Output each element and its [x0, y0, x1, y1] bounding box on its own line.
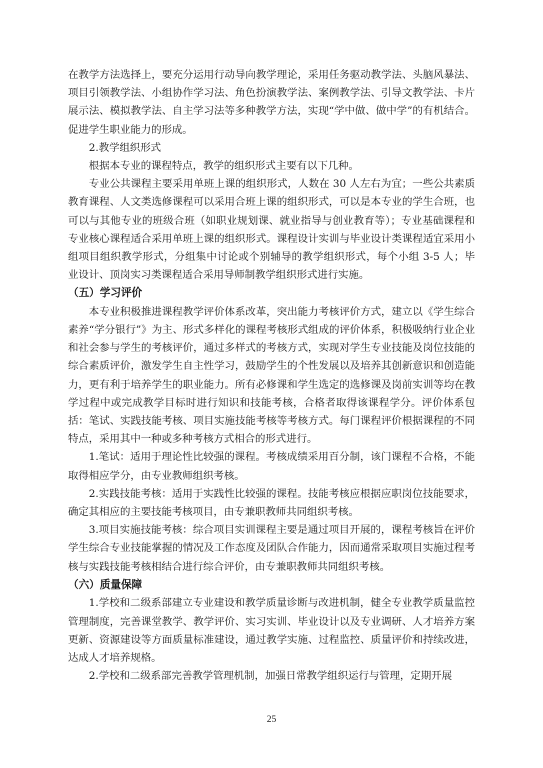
paragraph-evaluation-system: 本专业积极推进课程教学评价体系改革，突出能力考核评价方式，建立以《学生综合素养“学分银行”》为主、形式多样化的课程考核形式组成的评价体系，积极吸纳行业企业和社会参与学生的考核评价，通过多样式的考核方式，实现对学生专业技能及岗位技能的综合素质评价，激发学生自主性学习，鼓励学生的个性发展以及培养其创新意识和创造能力，更有利于培养学生的职业能力。所有必修课和学生选定的选修课及岗前实训等均在教学过程中或完成教学目标时进行知识和技能考核，合格者取得该课程学分。评价体系包括：笔试、实践技能考核、项目实施技能考核等考核方式。每门课程评价根据课程的不同特点，采用其中一种或多种考核方式相合的形式进行。 [68, 305, 475, 446]
paragraph-teaching-management: 2.学校和二级系部完善教学管理机制，加强日常教学组织运行与管理，定期开展 [88, 670, 452, 683]
page-number: 25 [266, 715, 277, 725]
section-heading-learning-evaluation: （五）学习评价 [68, 287, 143, 300]
paragraph-organization-forms: 专业公共课程主要采用单班上课的组织形式，人数在 30 人左右为宜；一些公共素质教育课程、人文类选修课程可以采用合班上课的组织形式，可以是本专业的学生合班，也可以与其他专业的班级合班（如职业规划课、就业指导与创业教育等）；专业基础课程和专业核心课程适合采用单班上课的组织形式。课程设计实训与毕业设计类课程适宜采用小组项目组织教学形式，分组集中讨论或个别辅导的教学组织形式，每个小组 3-5 人；毕业设计、顶岗实习类课程适合采用导师制教学组织形式进行实施。 [68, 178, 475, 282]
paragraph-written-exam: 1.笔试：适用于理论性比较强的课程。考核成绩采用百分制，该门课程不合格，不能取得相应学分，由专业教师组织考核。 [68, 451, 475, 482]
paragraph-quality-mechanism: 1.学校和二级系部建立专业建设和教学质量诊断与改进机制，健全专业教学质量监控管理制度，完善课堂教学、教学评价、实习实训、毕业设计以及专业调研、人才培养方案更新、资源建设等方面质量标准建设，通过教学实施、过程监控、质量评价和持续改进，达成人才培养规格。 [68, 597, 475, 664]
section-heading-quality-assurance: （六）质量保障 [68, 578, 143, 591]
paragraph-organization-intro: 根据本专业的课程特点，教学的组织形式主要有以下几种。 [88, 160, 359, 173]
body-text [68, 66, 475, 685]
subheading-teaching-organization: 2.教学组织形式 [88, 141, 162, 154]
paragraph-practical-assessment: 2.实践技能考核：适用于实践性比较强的课程。技能考核应根据应职岗位技能要求，确定其相应的主要技能考核项目，由专兼职教师共同组织考核。 [68, 487, 475, 519]
paragraph-teaching-methods: 在教学方法选择上，要充分运用行动导向教学理论，采用任务驱动教学法、头脑风暴法、项目引领教学法、小组协作学习法、角色扮演教学法、案例教学法、引导文教学法、卡片展示法、模拟教学法、自主学习法等多种教学方法，实现“学中做、做中学”的有机结合。促进学生职业能力的形成。 [68, 69, 475, 136]
paragraph-project-assessment: 3.项目实施技能考核：综合项目实训课程主要是通过项目开展的，课程考核旨在评价学生综合专业技能掌握的情况及工作态度及团队合作能力，因而通常采取项目实施过程考核与实践技能考核相结合进行综合评价，由专兼职教师共同组织考核。 [68, 524, 475, 573]
